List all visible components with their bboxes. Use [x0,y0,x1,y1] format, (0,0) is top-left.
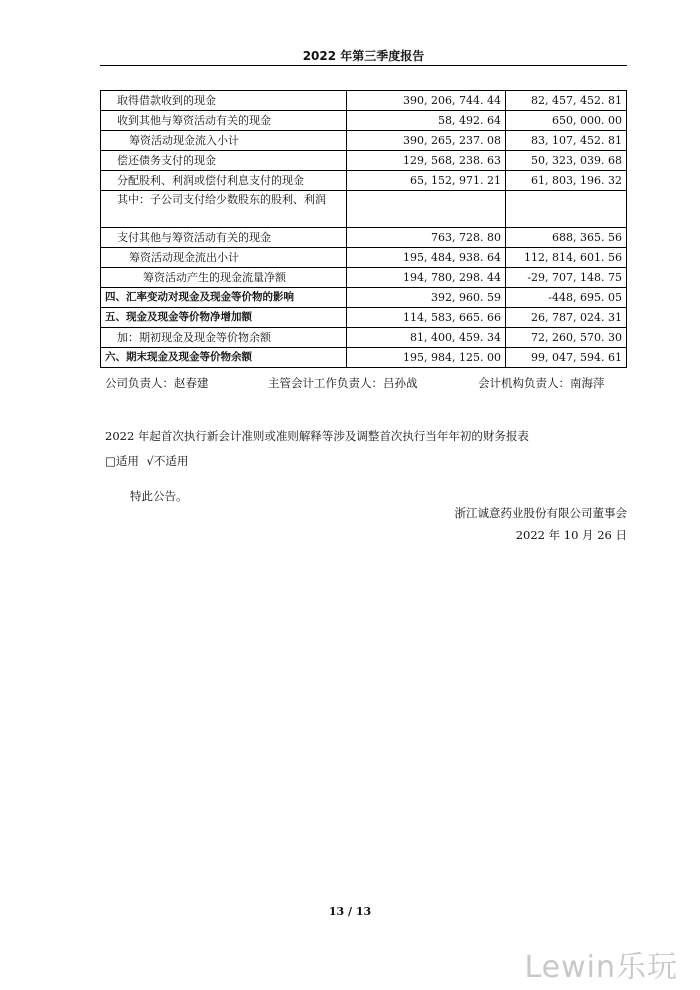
cash-flow-table [100,90,627,368]
table-row [101,111,627,131]
row-label: 取得借款收到的现金 [101,91,347,111]
row-current: 194, 780, 298. 44 [347,268,506,288]
page-number: 13 / 13 [328,905,372,918]
report-header: 2022 年第三季度报告 [302,49,425,63]
row-prior: 72, 260, 570. 30 [506,328,627,348]
table-row [101,228,627,248]
board-name: 浙江诚意药业股份有限公司董事会 [454,506,627,520]
company-head-signature: 公司负责人：赵春建 [105,376,209,390]
row-current: 763, 728. 80 [347,228,506,248]
row-prior [506,191,627,228]
table-row [101,171,627,191]
row-label: 加：期初现金及现金等价物余额 [101,328,347,348]
row-label: 收到其他与筹资活动有关的现金 [101,111,347,131]
row-current: 58, 492. 64 [347,111,506,131]
table-row [101,191,627,228]
row-label: 支付其他与筹资活动有关的现金 [101,228,347,248]
row-prior: 50, 323, 039. 68 [506,151,627,171]
table-row [101,308,627,328]
table-row [101,91,627,111]
row-label: 六、期末现金及现金等价物余额 [101,348,347,368]
row-current: 390, 265, 237. 08 [347,131,506,151]
header-divider [100,65,627,66]
row-current [347,191,506,228]
row-current: 114, 583, 665. 66 [347,308,506,328]
table-row [101,151,627,171]
new-standards-statement: 2022 年起首次执行新会计准则或准则解释等涉及调整首次执行当年年初的财务报表 [105,429,529,443]
option-not-applicable: √不适用 [146,454,189,468]
row-label: 分配股利、利润或偿付利息支付的现金 [101,171,347,191]
row-label: 筹资活动现金流出小计 [101,248,347,268]
row-current: 195, 484, 938. 64 [347,248,506,268]
applicability-options [105,453,192,469]
row-current: 81, 400, 459. 34 [347,328,506,348]
row-label: 四、汇率变动对现金及现金等价物的影响 [101,288,347,308]
row-label: 筹资活动产生的现金流量净额 [101,268,347,288]
closing-notice: 特此公告。 [130,489,188,503]
row-current: 65, 152, 971. 21 [347,171,506,191]
row-current: 392, 960. 59 [347,288,506,308]
row-label: 其中：子公司支付给少数股东的股利、利润 [101,191,347,228]
row-prior: 99, 047, 594. 61 [506,348,627,368]
row-prior: 688, 365. 56 [506,228,627,248]
row-label: 筹资活动现金流入小计 [101,131,347,151]
row-prior: 650, 000. 00 [506,111,627,131]
accounting-org-head-signature: 会计机构负责人：南海萍 [478,376,605,390]
table-row [101,328,627,348]
row-label: 偿还债务支付的现金 [101,151,347,171]
row-current: 129, 568, 238. 63 [347,151,506,171]
row-current: 390, 206, 744. 44 [347,91,506,111]
watermark: Lewin乐玩 [524,950,678,985]
row-prior: 112, 814, 601. 56 [506,248,627,268]
row-prior: 82, 457, 452. 81 [506,91,627,111]
table-row [101,348,627,368]
row-prior: 26, 787, 024. 31 [506,308,627,328]
row-prior: 83, 107, 452. 81 [506,131,627,151]
row-current: 195, 984, 125. 00 [347,348,506,368]
row-label: 五、现金及现金等价物净增加额 [101,308,347,328]
announcement-date: 2022 年 10 月 26 日 [515,528,627,542]
row-prior: -29, 707, 148. 75 [506,268,627,288]
table-row [101,288,627,308]
table-row [101,131,627,151]
row-prior: -448, 695. 05 [506,288,627,308]
accounting-head-signature: 主管会计工作负责人：吕孙战 [268,376,418,390]
row-prior: 61, 803, 196. 32 [506,171,627,191]
table-row [101,268,627,288]
table-row [101,248,627,268]
option-applicable: □适用 [105,454,139,468]
